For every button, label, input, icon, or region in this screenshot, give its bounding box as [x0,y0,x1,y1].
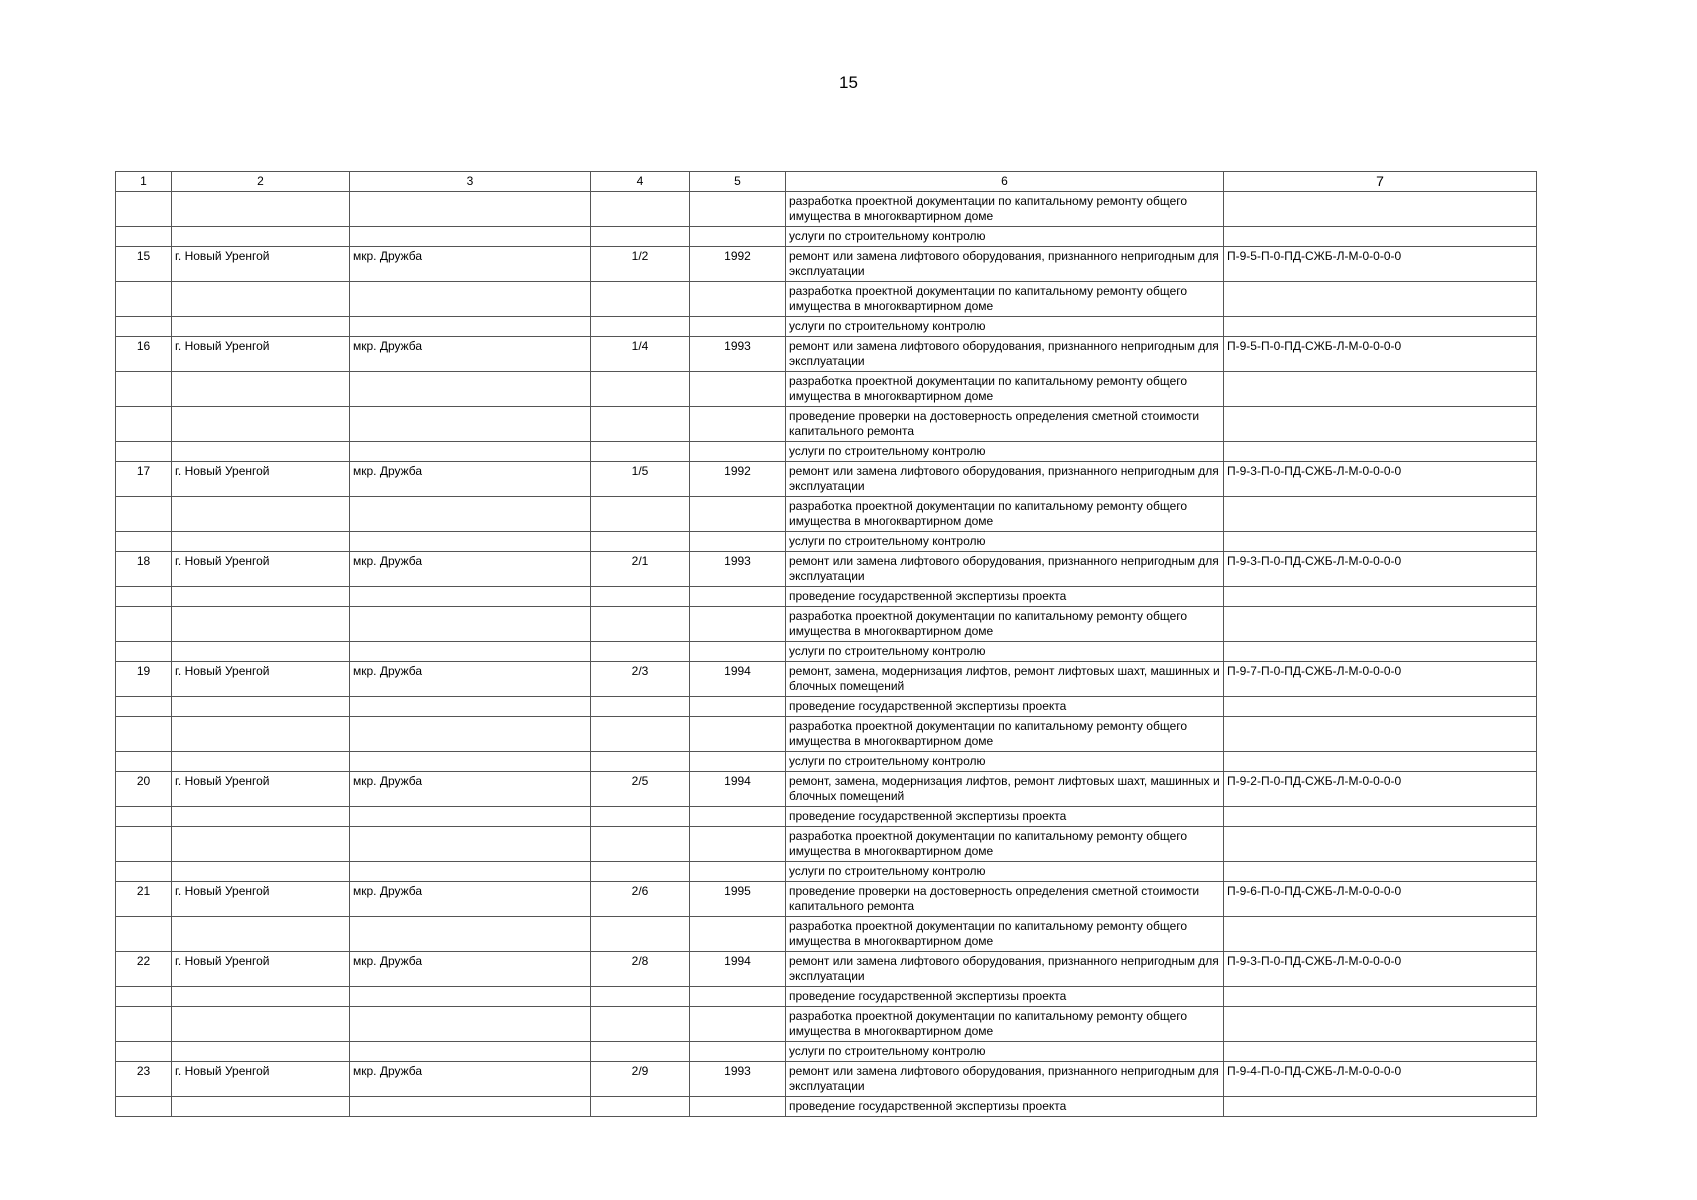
table-row [116,717,1537,752]
table-row [116,247,1537,282]
work-type-cell: ремонт или замена лифтового оборудования, признанного непригодным для эксплуатации [786,247,1224,282]
row-number-cell [116,587,172,607]
house-number-cell: 1/4 [591,337,690,372]
work-type-cell: разработка проектной документации по капитальному ремонту общего имущества в многоквартирном доме [786,1007,1224,1042]
house-number-cell [591,497,690,532]
district-cell [350,587,591,607]
district-cell [350,987,591,1007]
row-number-cell [116,717,172,752]
city-cell [172,372,350,407]
district-cell: мкр. Дружба [350,662,591,697]
code-cell [1224,717,1537,752]
table-row [116,497,1537,532]
house-number-cell [591,607,690,642]
row-number-cell [116,1007,172,1042]
city-cell [172,827,350,862]
header-col-1: 1 [116,172,172,192]
city-cell: г. Новый Уренгой [172,882,350,917]
city-cell [172,497,350,532]
code-cell [1224,987,1537,1007]
year-cell: 1992 [690,462,786,497]
year-cell: 1992 [690,247,786,282]
house-number-cell [591,917,690,952]
table-row [116,882,1537,917]
row-number-cell [116,1042,172,1062]
code-cell: П-9-2-П-0-ПД-СЖБ-Л-М-0-0-0-0 [1224,772,1537,807]
table-row [116,442,1537,462]
year-cell [690,497,786,532]
city-cell [172,317,350,337]
city-cell [172,587,350,607]
work-type-cell: ремонт, замена, модернизация лифтов, ремонт лифтовых шахт, машинных и блочных помещений [786,662,1224,697]
city-cell [172,697,350,717]
year-cell [690,282,786,317]
year-cell: 1993 [690,337,786,372]
work-type-cell: разработка проектной документации по капитальному ремонту общего имущества в многоквартирном доме [786,917,1224,952]
year-cell [690,862,786,882]
table-row [116,192,1537,227]
house-number-cell [591,1042,690,1062]
work-type-cell: разработка проектной документации по капитальному ремонту общего имущества в многоквартирном доме [786,372,1224,407]
code-cell [1224,587,1537,607]
row-number-cell: 23 [116,1062,172,1097]
city-cell [172,1097,350,1117]
city-cell: г. Новый Уренгой [172,337,350,372]
district-cell [350,862,591,882]
table-row [116,662,1537,697]
year-cell [690,987,786,1007]
code-cell: П-9-5-П-0-ПД-СЖБ-Л-М-0-0-0-0 [1224,247,1537,282]
work-type-cell: ремонт или замена лифтового оборудования, признанного непригодным для эксплуатации [786,1062,1224,1097]
table-row [116,282,1537,317]
district-cell: мкр. Дружба [350,1062,591,1097]
district-cell [350,917,591,952]
year-cell [690,642,786,662]
house-number-cell [591,407,690,442]
row-number-cell [116,987,172,1007]
house-number-cell [591,1097,690,1117]
district-cell: мкр. Дружба [350,337,591,372]
code-cell [1224,642,1537,662]
page-number: 15 [839,73,858,92]
year-cell [690,917,786,952]
row-number-cell: 15 [116,247,172,282]
house-number-cell: 1/2 [591,247,690,282]
work-type-cell: проведение государственной экспертизы проекта [786,697,1224,717]
house-number-cell [591,227,690,247]
district-cell [350,282,591,317]
district-cell [350,717,591,752]
year-cell [690,807,786,827]
year-cell: 1994 [690,662,786,697]
year-cell: 1993 [690,552,786,587]
city-cell: г. Новый Уренгой [172,662,350,697]
city-cell [172,752,350,772]
code-cell: П-9-6-П-0-ПД-СЖБ-Л-М-0-0-0-0 [1224,882,1537,917]
city-cell [172,1042,350,1062]
row-number-cell [116,497,172,532]
code-cell [1224,282,1537,317]
house-number-cell [591,442,690,462]
house-number-cell: 2/9 [591,1062,690,1097]
city-cell [172,442,350,462]
district-cell [350,807,591,827]
house-number-cell [591,862,690,882]
work-type-cell: разработка проектной документации по капитальному ремонту общего имущества в многоквартирном доме [786,717,1224,752]
table-row [116,917,1537,952]
house-number-cell [591,697,690,717]
district-cell [350,607,591,642]
table-row [116,772,1537,807]
city-cell [172,1007,350,1042]
city-cell: г. Новый Уренгой [172,552,350,587]
city-cell [172,227,350,247]
house-number-cell: 2/1 [591,552,690,587]
row-number-cell [116,827,172,862]
table-row [116,862,1537,882]
row-number-cell [116,642,172,662]
table-row [116,642,1537,662]
year-cell [690,317,786,337]
year-cell: 1995 [690,882,786,917]
work-type-cell: ремонт или замена лифтового оборудования, признанного непригодным для эксплуатации [786,462,1224,497]
house-number-cell: 2/5 [591,772,690,807]
district-cell [350,1042,591,1062]
city-cell [172,862,350,882]
district-cell [350,532,591,552]
work-type-cell: услуги по строительному контролю [786,317,1224,337]
table-row [116,227,1537,247]
district-cell: мкр. Дружба [350,462,591,497]
table-row [116,1007,1537,1042]
table-row [116,1042,1537,1062]
row-number-cell [116,607,172,642]
header-col-7: 7 [1224,172,1537,192]
house-number-cell [591,827,690,862]
work-type-cell: услуги по строительному контролю [786,1042,1224,1062]
house-number-cell [591,532,690,552]
row-number-cell: 22 [116,952,172,987]
work-type-cell: услуги по строительному контролю [786,862,1224,882]
work-type-cell: проведение государственной экспертизы проекта [786,987,1224,1007]
table-row [116,987,1537,1007]
table-row [116,952,1537,987]
city-cell: г. Новый Уренгой [172,952,350,987]
city-cell: г. Новый Уренгой [172,1062,350,1097]
code-cell [1224,372,1537,407]
row-number-cell [116,407,172,442]
work-type-cell: услуги по строительному контролю [786,442,1224,462]
year-cell [690,192,786,227]
row-number-cell: 21 [116,882,172,917]
work-type-cell: проведение государственной экспертизы проекта [786,1097,1224,1117]
table-row [116,317,1537,337]
work-type-cell: разработка проектной документации по капитальному ремонту общего имущества в многоквартирном доме [786,192,1224,227]
house-number-cell [591,587,690,607]
house-number-cell: 2/3 [591,662,690,697]
district-cell [350,827,591,862]
work-type-cell: проведение проверки на достоверность определения сметной стоимости капитального ремонта [786,407,1224,442]
house-number-cell [591,642,690,662]
year-cell [690,587,786,607]
city-cell [172,192,350,227]
district-cell [350,192,591,227]
city-cell [172,807,350,827]
year-cell [690,227,786,247]
row-number-cell [116,1097,172,1117]
header-col-2: 2 [172,172,350,192]
district-cell [350,442,591,462]
district-cell [350,407,591,442]
house-number-cell [591,987,690,1007]
row-number-cell [116,372,172,407]
code-cell: П-9-3-П-0-ПД-СЖБ-Л-М-0-0-0-0 [1224,462,1537,497]
house-number-cell [591,717,690,752]
code-cell [1224,1007,1537,1042]
year-cell [690,372,786,407]
code-cell [1224,497,1537,532]
district-cell [350,372,591,407]
year-cell [690,717,786,752]
house-number-cell: 1/5 [591,462,690,497]
city-cell [172,407,350,442]
code-cell [1224,317,1537,337]
table-row [116,607,1537,642]
year-cell [690,1042,786,1062]
district-cell: мкр. Дружба [350,882,591,917]
row-number-cell: 17 [116,462,172,497]
code-cell [1224,752,1537,772]
year-cell [690,1097,786,1117]
table-row [116,752,1537,772]
table-body [116,192,1537,1117]
code-cell: П-9-3-П-0-ПД-СЖБ-Л-М-0-0-0-0 [1224,952,1537,987]
work-type-cell: услуги по строительному контролю [786,752,1224,772]
house-number-cell [591,807,690,827]
work-type-cell: услуги по строительному контролю [786,642,1224,662]
district-cell: мкр. Дружба [350,247,591,282]
row-number-cell: 20 [116,772,172,807]
code-cell [1224,442,1537,462]
district-cell [350,497,591,532]
header-col-3: 3 [350,172,591,192]
code-cell [1224,192,1537,227]
row-number-cell [116,807,172,827]
row-number-cell [116,442,172,462]
district-cell [350,317,591,337]
year-cell [690,407,786,442]
work-type-cell: услуги по строительному контролю [786,532,1224,552]
row-number-cell: 18 [116,552,172,587]
city-cell [172,532,350,552]
code-cell [1224,227,1537,247]
city-cell: г. Новый Уренгой [172,462,350,497]
code-cell [1224,697,1537,717]
row-number-cell [116,282,172,317]
year-cell [690,442,786,462]
house-number-cell [591,1007,690,1042]
city-cell [172,642,350,662]
code-cell: П-9-7-П-0-ПД-СЖБ-Л-М-0-0-0-0 [1224,662,1537,697]
year-cell: 1994 [690,772,786,807]
row-number-cell [116,192,172,227]
row-number-cell [116,917,172,952]
house-number-cell [591,282,690,317]
city-cell: г. Новый Уренгой [172,772,350,807]
table-row [116,532,1537,552]
header-col-6: 6 [786,172,1224,192]
district-cell: мкр. Дружба [350,772,591,807]
district-cell [350,752,591,772]
table-row [116,807,1537,827]
year-cell [690,607,786,642]
code-cell [1224,827,1537,862]
district-cell [350,642,591,662]
work-type-cell: проведение государственной экспертизы проекта [786,807,1224,827]
code-cell [1224,407,1537,442]
table-row [116,697,1537,717]
header-col-5: 5 [690,172,786,192]
row-number-cell [116,532,172,552]
year-cell [690,697,786,717]
house-number-cell: 2/8 [591,952,690,987]
row-number-cell [116,227,172,247]
row-number-cell [116,317,172,337]
table-row [116,372,1537,407]
work-type-cell: ремонт, замена, модернизация лифтов, ремонт лифтовых шахт, машинных и блочных помещений [786,772,1224,807]
work-type-cell: разработка проектной документации по капитальному ремонту общего имущества в многоквартирном доме [786,282,1224,317]
year-cell [690,827,786,862]
city-cell: г. Новый Уренгой [172,247,350,282]
city-cell [172,717,350,752]
work-type-cell: ремонт или замена лифтового оборудования, признанного непригодным для эксплуатации [786,952,1224,987]
code-cell [1224,807,1537,827]
table-row [116,587,1537,607]
city-cell [172,282,350,317]
table-row [116,462,1537,497]
code-cell: П-9-5-П-0-ПД-СЖБ-Л-М-0-0-0-0 [1224,337,1537,372]
header-row [116,172,1537,192]
table-row [116,1062,1537,1097]
work-type-cell: разработка проектной документации по капитальному ремонту общего имущества в многоквартирном доме [786,827,1224,862]
table-row [116,552,1537,587]
table-row [116,337,1537,372]
row-number-cell: 19 [116,662,172,697]
row-number-cell [116,697,172,717]
code-cell [1224,607,1537,642]
row-number-cell [116,752,172,772]
code-cell [1224,532,1537,552]
district-cell [350,227,591,247]
table-row [116,1097,1537,1117]
work-type-cell: разработка проектной документации по капитальному ремонту общего имущества в многоквартирном доме [786,607,1224,642]
district-cell [350,697,591,717]
repair-plan-table [115,171,1537,1117]
year-cell [690,752,786,772]
city-cell [172,607,350,642]
year-cell: 1994 [690,952,786,987]
year-cell [690,1007,786,1042]
district-cell: мкр. Дружба [350,552,591,587]
data-table [115,171,1537,1117]
code-cell [1224,1097,1537,1117]
row-number-cell: 16 [116,337,172,372]
work-type-cell: ремонт или замена лифтового оборудования, признанного непригодным для эксплуатации [786,552,1224,587]
code-cell [1224,862,1537,882]
table-row [116,827,1537,862]
code-cell: П-9-4-П-0-ПД-СЖБ-Л-М-0-0-0-0 [1224,1062,1537,1097]
district-cell [350,1007,591,1042]
code-cell: П-9-3-П-0-ПД-СЖБ-Л-М-0-0-0-0 [1224,552,1537,587]
district-cell: мкр. Дружба [350,952,591,987]
header-col-4: 4 [591,172,690,192]
work-type-cell: услуги по строительному контролю [786,227,1224,247]
work-type-cell: разработка проектной документации по капитальному ремонту общего имущества в многоквартирном доме [786,497,1224,532]
city-cell [172,987,350,1007]
year-cell [690,532,786,552]
code-cell [1224,917,1537,952]
house-number-cell [591,752,690,772]
house-number-cell: 2/6 [591,882,690,917]
row-number-cell [116,862,172,882]
house-number-cell [591,317,690,337]
house-number-cell [591,192,690,227]
district-cell [350,1097,591,1117]
house-number-cell [591,372,690,407]
table-row [116,407,1537,442]
code-cell [1224,1042,1537,1062]
work-type-cell: проведение проверки на достоверность определения сметной стоимости капитального ремонта [786,882,1224,917]
work-type-cell: проведение государственной экспертизы проекта [786,587,1224,607]
year-cell: 1993 [690,1062,786,1097]
work-type-cell: ремонт или замена лифтового оборудования, признанного непригодным для эксплуатации [786,337,1224,372]
city-cell [172,917,350,952]
